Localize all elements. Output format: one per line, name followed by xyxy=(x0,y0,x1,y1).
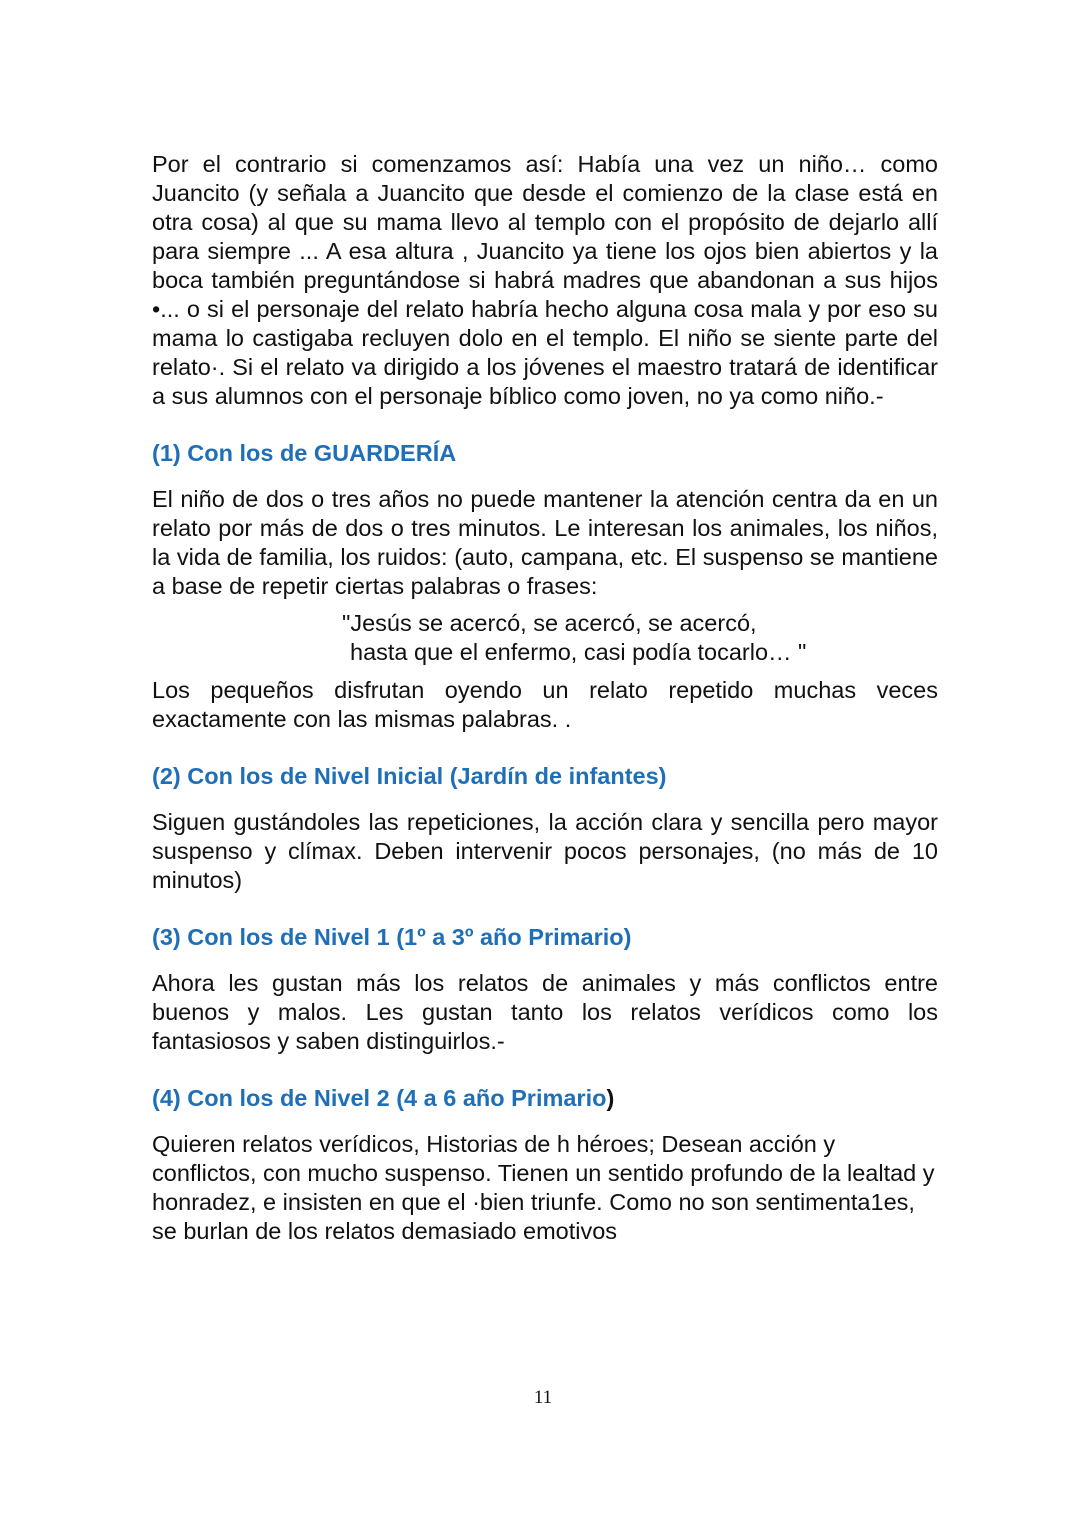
page-number: 11 xyxy=(533,1387,553,1408)
section-heading-guarderia: (1) Con los de GUARDERÍA xyxy=(152,440,457,466)
section-heading-nivel-2 xyxy=(152,1084,938,1113)
section-paragraph-guarderia-after: Los pequeños disfrutan oyendo un relato repetido muchas veces exactamente con las mismas palabras. . xyxy=(152,677,938,732)
section-paragraph-nivel-inicial: Siguen gustándoles las repeticiones, la acción clara y sencilla pero mayor suspenso y clímax. Deben intervenir pocos personajes, (no más de 10 minutos) xyxy=(152,809,938,893)
section-paragraph-nivel-2: Quieren relatos verídicos, Historias de h héroes; Desean acción y conflictos, con mucho suspenso. Tienen un sentido profundo de la lealtad y honradez, e insisten en que el ·bien triunfe. Como no son sentimenta1es, se burlan de los relatos demasiado emotivos xyxy=(152,1131,935,1244)
intro-paragraph: Por el contrario si comenzamos así: Había una vez un niño… como Juancito (y señala a Juancito que desde el comienzo de la clase está en otra cosa) al que su mama llevo al templo con el propósito de dejarlo allí para siempre ... A esa altura , Juancito ya tiene los ojos bien abiertos y la boca también preguntándose si habrá madres que abandonan a sus hijos •... o si el personaje del relato habría hecho alguna cosa mala y por eso su mama lo castigaba recluyen dolo en el templo. El niño se siente parte del relato·. Si el relato va dirigido a los jóvenes el maestro tratará de identificar a sus alumnos con el personaje bíblico como joven, no ya como niño.- xyxy=(152,151,938,409)
quote-line-2: hasta que el enfermo, casi podía tocarlo… " xyxy=(350,639,807,665)
quote-line-1: "Jesús se acercó, se acercó, se acercó, xyxy=(342,610,757,636)
document-page xyxy=(152,150,938,1246)
section-heading-nivel-inicial: (2) Con los de Nivel Inicial (Jardín de infantes) xyxy=(152,763,667,789)
section-heading-nivel-1: (3) Con los de Nivel 1 (1º a 3º año Primario) xyxy=(152,924,632,950)
quote-block xyxy=(152,609,938,667)
section-heading-nivel-2-text: (4) Con los de Nivel 2 (4 a 6 año Primario xyxy=(152,1085,607,1111)
section-paragraph-nivel-1: Ahora les gustan más los relatos de animales y más conflictos entre buenos y malos. Les gustan tanto los relatos verídicos como los fantasiosos y saben distinguirlos.- xyxy=(152,970,938,1054)
section-paragraph-guarderia: El niño de dos o tres años no puede mantener la atención centra da en un relato por más de dos o tres minutos. Le interesan los animales, los niños, la vida de familia, los ruidos: (auto, campana, etc. El suspenso se mantiene a base de repetir ciertas palabras o frases: xyxy=(152,486,938,599)
section-heading-nivel-2-close: ) xyxy=(606,1085,615,1111)
